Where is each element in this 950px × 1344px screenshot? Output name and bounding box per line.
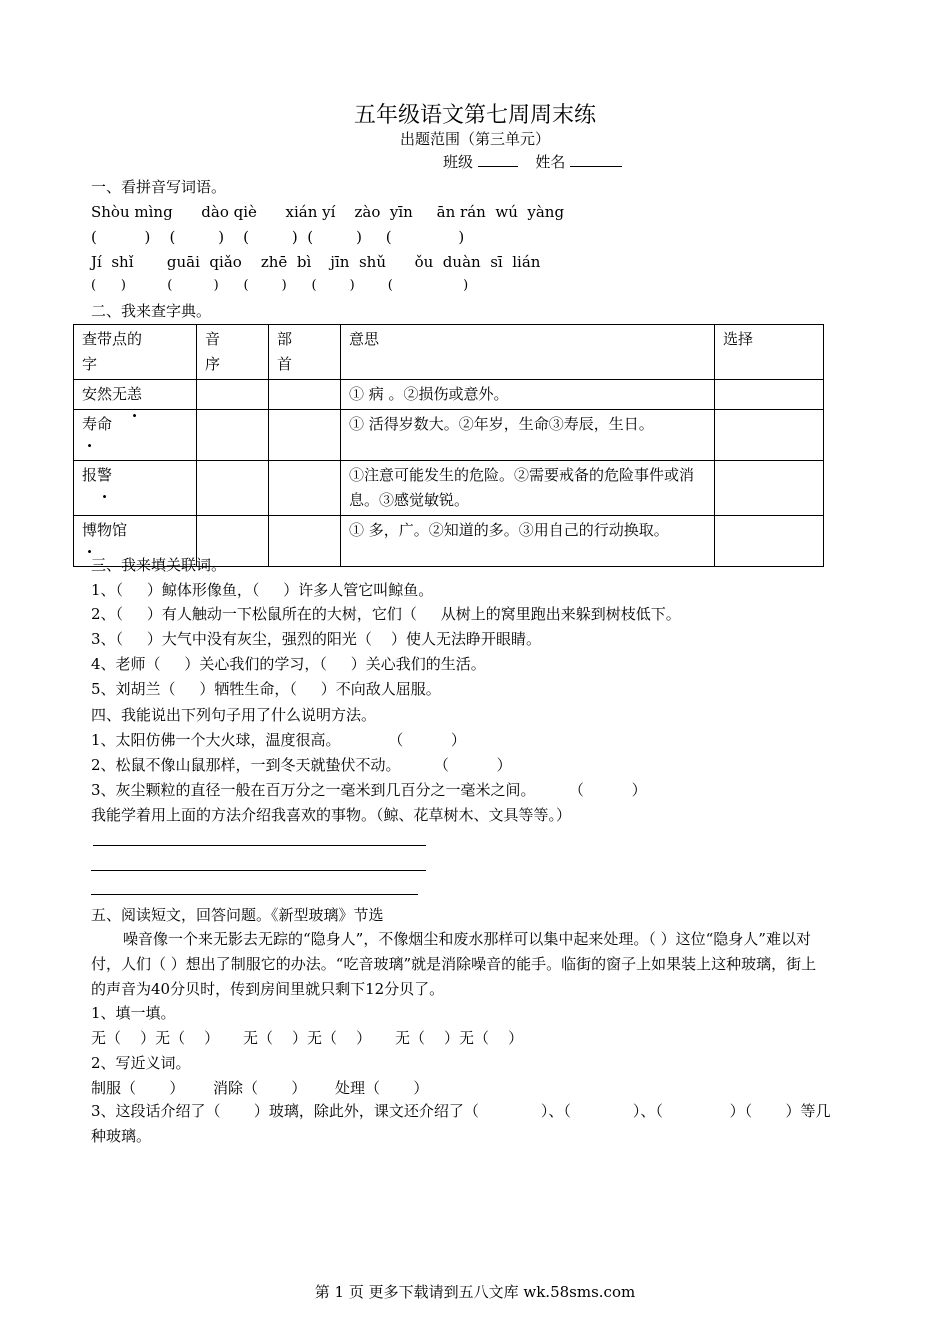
header-order: 音 序 bbox=[197, 325, 269, 380]
question-2: 2、写近义词。 bbox=[91, 1054, 191, 1072]
meaning-cell: ① 病 。②损伤或意外。 bbox=[341, 380, 715, 410]
section5-heading: 五、阅读短文，回答问题。《新型玻璃》节选 bbox=[91, 906, 384, 924]
row-word: 安然无恙 bbox=[74, 380, 197, 410]
question-3: 3、这段话介绍了（ ）玻璃，除此外，课文还介绍了（ ）、（ ）、（ ）（ ）等几种玻璃。 bbox=[91, 1102, 831, 1145]
header-radical: 部 首 bbox=[269, 325, 341, 380]
radical-cell[interactable] bbox=[269, 410, 341, 461]
choice-cell[interactable] bbox=[715, 461, 824, 516]
meaning-cell: ①注意可能发生的危险。②需要戒备的危险事件或消息。③感觉敏锐。 bbox=[341, 461, 715, 516]
list-item: 3、（ ）大气中没有灰尘，强烈的阳光（ ）使人无法睁开眼睛。 bbox=[91, 630, 541, 648]
page-title: 五年级语文第七周周末练 bbox=[353, 103, 596, 128]
dictionary-table bbox=[73, 324, 824, 567]
pinyin-row-1: Shòu mìng dào qiè xián yí zào yīn ān rán wú yàng bbox=[91, 203, 565, 221]
answer-row-2[interactable]: ( ) ( ) ( ) ( ) ( ) bbox=[91, 278, 469, 293]
section2-heading: 二、我来查字典。 bbox=[91, 302, 212, 320]
choice-cell[interactable] bbox=[715, 516, 824, 567]
list-item: 3、灰尘颗粒的直径一般在百万分之一毫米到几百分之一毫米之间。 （ ） bbox=[91, 781, 647, 799]
name-blank[interactable] bbox=[570, 152, 622, 167]
order-cell[interactable] bbox=[197, 380, 269, 410]
radical-cell[interactable] bbox=[269, 380, 341, 410]
header-meaning: 意思 bbox=[341, 325, 715, 380]
list-item: 1、太阳仿佛一个大火球，温度很高。 （ ） bbox=[91, 731, 466, 749]
reading-passage: 噪音像一个来无影去无踪的“隐身人”，不像烟尘和废水那样可以集中起来处理。（ ）这位“隐身人”难以对付，人们（ ）想出了制服它的办法。“吃音玻璃”就是消除噪音的能手。临街的窗子上如果装上这种玻璃，街上的声音为40分贝时，传到房间里就只剩下12分贝了。 bbox=[91, 930, 817, 998]
row-word: 寿命 bbox=[74, 410, 197, 461]
list-item: 4、老师（ ）关心我们的学习，（ ）关心我们的生活。 bbox=[91, 655, 486, 673]
question-2-answers[interactable]: 制服（ ） 消除（ ） 处理（ ） bbox=[91, 1079, 429, 1097]
list-item: 5、刘胡兰（ ）牺牲生命，（ ）不向敌人屈服。 bbox=[91, 680, 441, 698]
list-item: 1、（ ）鲸体形像鱼，（ ）许多人管它叫鲸鱼。 bbox=[91, 581, 434, 599]
question-1: 1、填一填。 bbox=[91, 1004, 176, 1022]
table-row bbox=[74, 380, 824, 410]
name-label: 姓名 bbox=[535, 153, 566, 171]
writing-prompt: 我能学着用上面的方法介绍我喜欢的事物。（鲸、花草树木、文具等等。） bbox=[91, 806, 572, 824]
section4-heading: 四、我能说出下列句子用了什么说明方法。 bbox=[91, 706, 377, 724]
choice-cell[interactable] bbox=[715, 380, 824, 410]
class-label: 班级 bbox=[443, 153, 474, 171]
page-footer: 第 1 页 更多下载请到五八文库 wk.58sms.com bbox=[314, 1283, 636, 1301]
answer-line[interactable] bbox=[93, 845, 426, 846]
header-choice: 选择 bbox=[715, 325, 824, 380]
table-header-row bbox=[74, 325, 824, 380]
list-item: 2、松鼠不像山鼠那样，一到冬天就蛰伏不动。 （ ） bbox=[91, 756, 512, 774]
pinyin-row-2: Jí shǐ guāi qiǎo zhē bì jīn shǔ ǒu duàn sī lián bbox=[91, 253, 541, 271]
student-info bbox=[443, 151, 622, 173]
row-word: 博物馆 bbox=[74, 516, 197, 567]
radical-cell[interactable] bbox=[269, 461, 341, 516]
choice-cell[interactable] bbox=[715, 410, 824, 461]
meaning-cell: ① 多，广。②知道的多。③用自己的行动换取。 bbox=[341, 516, 715, 567]
class-blank[interactable] bbox=[478, 152, 518, 167]
list-item: 2、（ ）有人触动一下松鼠所在的大树，它们（ 从树上的窝里跑出来躲到树枝低下。 bbox=[91, 605, 681, 623]
answer-line[interactable] bbox=[91, 870, 426, 871]
table-row bbox=[74, 410, 824, 461]
answer-line[interactable] bbox=[91, 894, 418, 895]
order-cell[interactable] bbox=[197, 410, 269, 461]
section3-heading: 三、我来填关联词。 bbox=[91, 556, 227, 574]
question-1-answers[interactable]: 无（ ）无（ ） 无（ ）无（ ） 无（ ）无（ ） bbox=[91, 1029, 524, 1047]
answer-row-1[interactable]: ( ) ( ) ( ) ( ) ( ) bbox=[91, 228, 465, 246]
radical-cell[interactable] bbox=[269, 516, 341, 567]
row-word: 报警 bbox=[74, 461, 197, 516]
table-row bbox=[74, 461, 824, 516]
order-cell[interactable] bbox=[197, 461, 269, 516]
page-subtitle: 出题范围（第三单元） bbox=[399, 130, 550, 148]
meaning-cell: ① 活得岁数大。②年岁，生命③寿辰，生日。 bbox=[341, 410, 715, 461]
header-char: 查带点的 字 bbox=[74, 325, 197, 380]
section1-heading: 一、看拼音写词语。 bbox=[91, 178, 227, 196]
